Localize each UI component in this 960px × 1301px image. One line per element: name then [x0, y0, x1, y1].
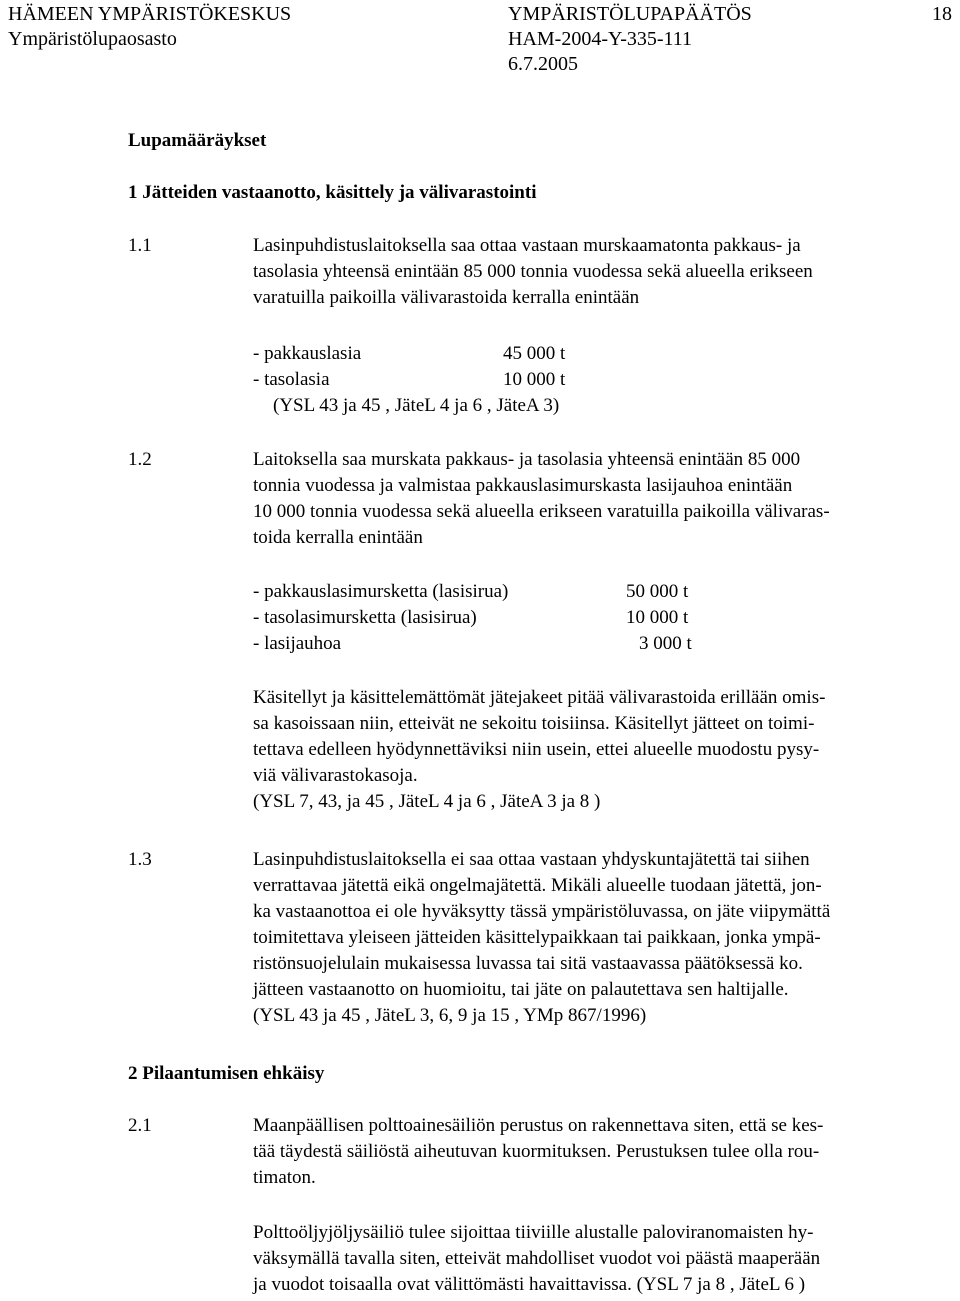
page-title: Lupamääräykset [128, 130, 267, 151]
paragraph-line: 10 000 tonnia vuodessa sekä alueella erikseen varatuilla paikoilla välivaras- [253, 501, 830, 522]
paragraph-line: timaton. [253, 1167, 316, 1188]
paragraph-1-3 [253, 847, 959, 1029]
paragraph-line: Laitoksella saa murskata pakkaus- ja tasolasia yhteensä enintään 85 000 [253, 449, 801, 470]
paragraph-line: viä välivarastokasoja. [253, 765, 418, 786]
list-item [253, 579, 959, 605]
paragraph-line: tasolasia yhteensä enintään 85 000 tonnia vuodessa sekä alueella erikseen [253, 261, 813, 282]
paragraph-line: tonnia vuodessa ja valmistaa pakkauslasimurskasta lasijauhoa enintään [253, 475, 793, 496]
list-item [253, 367, 959, 393]
header-date: 6.7.2005 [508, 53, 578, 75]
header-doc-id: HAM-2004-Y-335-111 [508, 28, 693, 50]
list-item-amount: 10 000 t [503, 369, 566, 390]
paragraph-line: Lasinpuhdistuslaitoksella saa ottaa vastaan murskaamatonta pakkaus- ja [253, 235, 801, 256]
legal-reference: (YSL 43 ja 45 , JäteL 3, 6, 9 ja 15 , YMp 867/1996) [253, 1005, 647, 1026]
list-item [253, 631, 959, 657]
paragraph-1-2-number: 1.2 [128, 449, 152, 470]
paragraph-line: väksymällä tavalla siten, etteivät mahdolliset vuodot voi päästä maaperään [253, 1248, 821, 1269]
paragraph-1-2-list [253, 579, 959, 657]
paragraph-line: Maanpäällisen polttoainesäiliön perustus on rakennettava siten, että se kes- [253, 1115, 824, 1136]
paragraph-line: Polttoöljyjöljysäiliö tulee sijoittaa tiiviille alustalle paloviranomaisten hy- [253, 1222, 814, 1243]
paragraph-line: toida kerralla enintään [253, 527, 423, 548]
paragraph-line: sa kasoissaan niin, etteivät ne sekoitu toisiinsa. Käsitellyt jätteet on toimi- [253, 713, 815, 734]
list-item-amount: 45 000 t [503, 343, 566, 364]
paragraph-line: varatuilla paikoilla välivarastoida kerralla enintään [253, 287, 640, 308]
legal-reference: (YSL 43 ja 45 , JäteL 4 ja 6 , JäteA 3) [273, 395, 560, 416]
paragraph-1-1-number: 1.1 [128, 235, 152, 256]
paragraph-2-1-tank [253, 1220, 959, 1298]
header-doc-type: YMPÄRISTÖLUPAPÄÄTÖS [508, 3, 752, 25]
list-item-amount: 10 000 t [626, 607, 689, 628]
section-1-heading: 1 Jätteiden vastaanotto, käsittely ja välivarastointi [128, 182, 537, 203]
paragraph-1-2-storage [253, 685, 959, 815]
paragraph-line: tettava edelleen hyödynnettäviksi niin usein, ettei alueelle muodostu pysy- [253, 739, 820, 760]
list-item-label: - tasolasimursketta (lasisirua) [253, 607, 477, 628]
paragraph-1-1-list [253, 341, 959, 419]
header-page-number: 18 [932, 3, 952, 25]
paragraph-2-1 [253, 1113, 959, 1191]
list-item-label: - tasolasia [253, 369, 330, 390]
list-item [253, 605, 959, 631]
paragraph-line: verrattavaa jätettä eikä ongelmajätettä. Mikäli alueelle tuodaan jätettä, jon- [253, 875, 822, 896]
list-item-amount: 50 000 t [626, 581, 689, 602]
paragraph-1-1 [253, 233, 959, 311]
paragraph-line: toimitettava yleiseen jätteiden käsittelypaikkaan tai paikkaan, jonka ympä- [253, 927, 821, 948]
paragraph-line: ka vastaanottoa ei ole hyväksytty tässä ympäristöluvassa, on jäte viipymättä [253, 901, 831, 922]
paragraph-line: tää täydestä säiliöstä aiheutuvan kuormituksen. Perustuksen tulee olla rou- [253, 1141, 820, 1162]
list-item-amount: 3 000 t [639, 633, 692, 654]
paragraph-2-1-number: 2.1 [128, 1115, 152, 1136]
list-item [253, 341, 959, 367]
paragraph-line: Lasinpuhdistuslaitoksella ei saa ottaa vastaan yhdyskuntajätettä tai siihen [253, 849, 810, 870]
paragraph-1-3-number: 1.3 [128, 849, 152, 870]
list-item-label: - pakkauslasia [253, 343, 362, 364]
paragraph-line: ristönsuojelulain mukaisessa luvassa tai sitä vastaavassa päätöksessä ko. [253, 953, 803, 974]
header-unit: Ympäristölupaosasto [8, 28, 177, 50]
list-item-label: - pakkauslasimursketta (lasisirua) [253, 581, 509, 602]
paragraph-line: ja vuodot toisaalla ovat välittömästi havaittavissa. (YSL 7 ja 8 , JäteL 6 ) [253, 1274, 806, 1295]
paragraph-line: Käsitellyt ja käsittelemättömät jätejakeet pitää välivarastoida erillään omis- [253, 687, 826, 708]
list-item-label: - lasijauhoa [253, 633, 342, 654]
header-org: HÄMEEN YMPÄRISTÖKESKUS [8, 3, 292, 25]
section-2-heading: 2 Pilaantumisen ehkäisy [128, 1063, 325, 1084]
paragraph-1-2 [253, 447, 959, 551]
legal-reference: (YSL 7, 43, ja 45 , JäteL 4 ja 6 , JäteA 3 ja 8 ) [253, 791, 601, 812]
paragraph-line: jätteen vastaanotto on huomioitu, tai jäte on palautettava sen haltijalle. [253, 979, 789, 1000]
